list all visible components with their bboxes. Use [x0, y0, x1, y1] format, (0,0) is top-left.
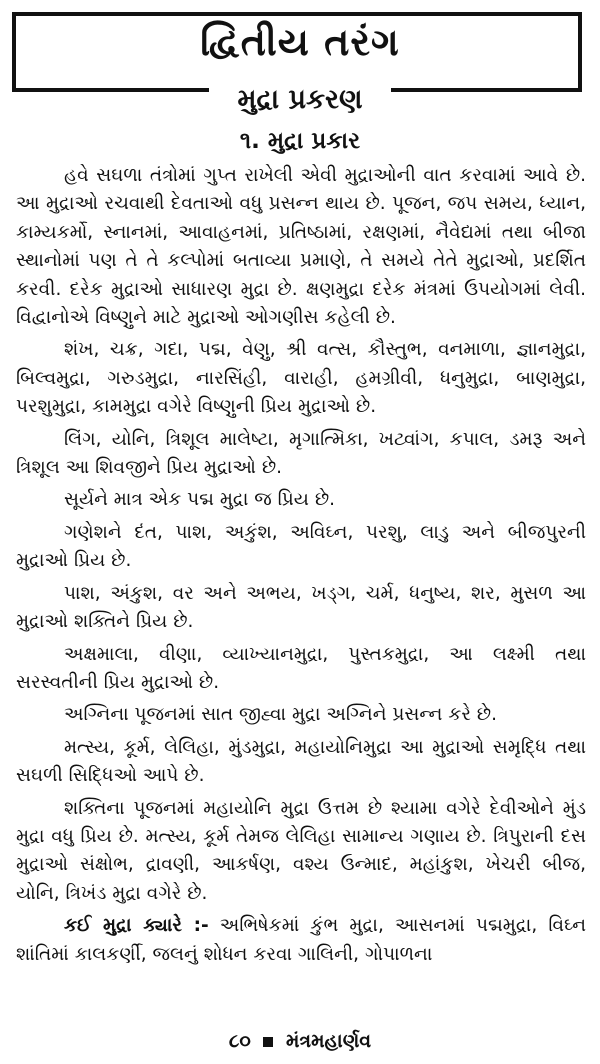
footer-separator — [263, 1037, 273, 1047]
paragraph: મત્સ્ય, કૂર્મ, લેલિહા, મુંડમુદ્રા, મહાયોનિમુદ્રા આ મુદ્રાઓ સમૃદ્ધિ તથા સઘળી સિદ્ધિઓ આપે છે. — [16, 736, 586, 787]
paragraph: અગ્નિના પૂજનમાં સાત જીહ્વા મુદ્રા અગ્નિને પ્રસન્ન કરે છે. — [64, 704, 497, 726]
paragraph: અક્ષમાલા, વીણા, વ્યાખ્યાનમુદ્રા, પુસ્તકમુદ્રા, આ લક્ષ્મી તથા સરસ્વતીની પ્રિય મુદ્રાઓ છે. — [16, 643, 586, 693]
paragraph: સૂર્યને માત્ર એક પદ્મ મુદ્રા જ પ્રિય છે. — [64, 489, 336, 511]
body-text — [16, 162, 586, 973]
paragraph-lead: કઈ મુદ્રા ક્યારે :- — [64, 915, 209, 937]
paragraph: શંખ, ચક્ર, ગદા, પદ્મ, વેણુ, શ્રી વત્સ, કૌસ્તુભ, વનમાળા, જ્ઞાનમુદ્રા, બિલ્વમુદ્રા, ગરુડમુદ્રા, નારસિંહી, વારાહી, હમગ્રીવી, ધનુમુદ્રા, બાણમુદ્રા, પરશુમુદ્રા, કામમુદ્રા વગેરે વિષ્ણુની પ્રિય મુદ્રાઓ છે. — [16, 339, 586, 418]
page-footer — [0, 1030, 600, 1052]
chapter-title: દ્વિતીય તરંગ — [200, 20, 400, 64]
page-number: ૮૦ — [228, 1030, 251, 1052]
chapter-subtitle: મુદ્રા પ્રકરણ — [209, 82, 390, 118]
paragraph: હવે સઘળા તંત્રોમાં ગુપ્ત રાખેલી એવી મુદ્રાઓની વાત કરવામાં આવે છે. આ મુદ્રાઓ રચવાથી દેવતાઓ વધુ પ્રસન્ન થાય છે. પૂજન, જપ સમય, ધ્યાન, કામ્યકર્મો, સ્નાનમાં, આવાહનમાં, પ્રતિષ્ઠામાં, રક્ષણમાં, નૈવેદ્યમાં તથા બીજા સ્થાનોમાં પણ તે તે કલ્પોમાં બતાવ્યા પ્રમાણે, તે સમયે તેતે મુદ્રાઓ, પ્રદર્શિત કરવી. દરેક મુદ્રાઓ સાધારણ મુદ્રા છે. ક્ષણમુદ્રા દરેક મંત્રમાં ઉપયોગમાં લેવી. વિદ્વાનોએ વિષ્ણુને માટે મુદ્રાઓ ઓગણીસ કહેલી છે. — [16, 165, 586, 329]
paragraph: પાશ, અંકુશ, વર અને અભય, ખડ્ગ, ચર્મ, ધનુષ્ય, શર, મુસળ આ મુદ્રાઓ શક્તિને પ્રિય છે. — [16, 582, 586, 633]
paragraph: ગણેશને દંત, પાશ, અકુંશ, અવિઘ્ન, પરશુ, લાડુ અને બીજપુરની મુદ્રાઓ પ્રિય છે. — [16, 521, 586, 572]
section-heading: ૧. મુદ્રા પ્રકાર — [239, 128, 361, 154]
book-title: મંત્રમહાર્ણવ — [286, 1030, 372, 1052]
paragraph-last — [16, 912, 586, 969]
paragraph: લિંગ, યોનિ, ત્રિશૂલ માલેષ્ટા, મૃગાત્મિકા, ખટ્વાંગ, કપાલ, ડમરૂ અને ત્રિશૂલ આ શિવજીને પ્રિય મુદ્રાઓ છે. — [16, 428, 586, 479]
paragraph: શક્તિના પૂજનમાં મહાયોનિ મુદ્રા ઉત્તમ છે શ્યામા વગેરે દેવીઓને મુંડ મુદ્રા વધુ પ્રિય છે. મત્સ્ય, કૂર્મ તેમજ લેલિહા સામાન્ય ગણાય છે. ત્રિપુરાની દસ મુદ્રાઓ સંક્ષોભ, દ્રાવણી, આકર્ષણ, વશ્ય ઉન્માદ, મહાંકુશ, ખેચરી બીજ, યોનિ, ત્રિખંડ મુદ્રા વગેરે છે. — [16, 797, 586, 904]
subtitle-wrap — [0, 82, 600, 118]
paragraph-text: અભિષેકમાં કુંભ મુદ્રા, આસનમાં પદ્મમુદ્રા, વિઘ્ન શાંતિમાં કાલકર્ણી, જલનું શોધન કરવા ગાલિની, ગોપાળના — [16, 915, 587, 965]
